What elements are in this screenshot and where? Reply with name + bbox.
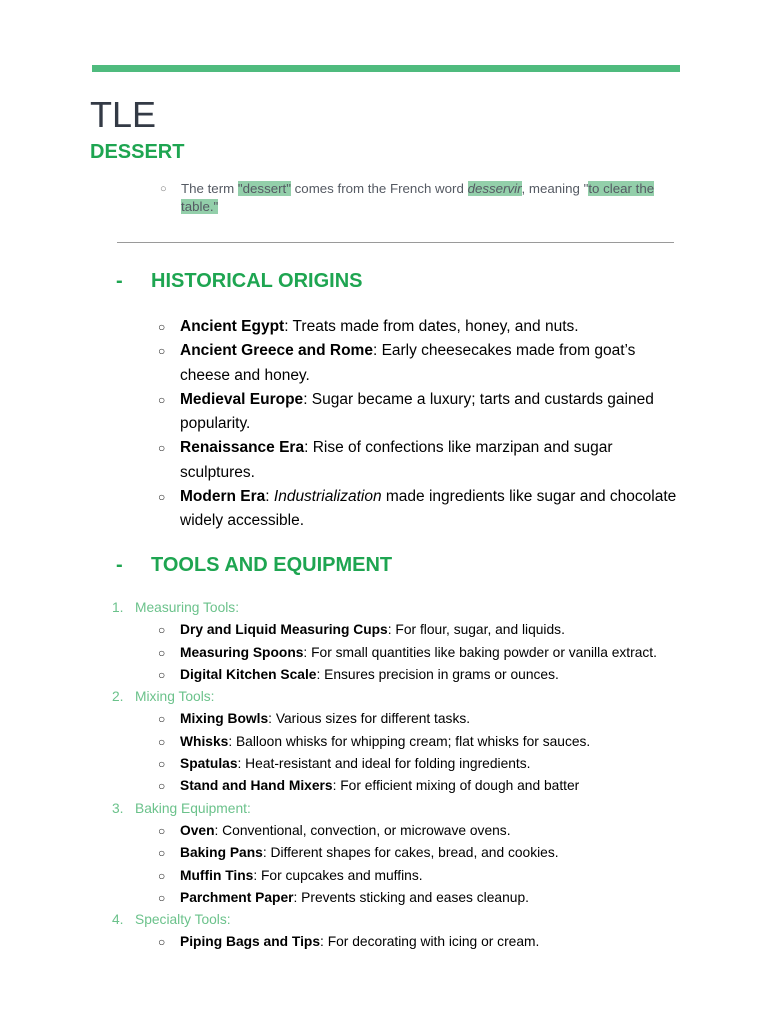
bullet-circle-icon: ○	[158, 392, 166, 407]
tool-item	[112, 642, 672, 664]
category-name: Specialty Tools	[135, 912, 227, 928]
tool-item	[112, 708, 672, 730]
item-text: : Sugar became a luxury; tarts and custards gained popularity.	[180, 390, 654, 433]
historical-origins-list	[158, 315, 678, 534]
tool-item	[112, 619, 672, 641]
item-label: Medieval Europe	[180, 390, 304, 408]
bullet-circle-icon: ○	[158, 734, 166, 749]
page-title: TLE	[90, 94, 157, 135]
item-text: : Early cheesecakes made from goat’s cheese and honey.	[180, 342, 636, 384]
tool-text: : Prevents sticking and eases cleanup.	[293, 889, 529, 905]
highlight-term: "dessert"	[237, 181, 291, 196]
bullet-circle-icon: ○	[158, 667, 166, 682]
tool-text: : Conventional, convection, or microwave ovens.	[214, 822, 511, 838]
tool-item	[112, 887, 672, 909]
item-label: Ancient Egypt	[180, 318, 285, 335]
tool-text: : For cupcakes and muffins.	[253, 867, 423, 883]
tool-text: : Balloon whisks for whipping cream; flat whisks for sauces.	[228, 733, 591, 749]
item-label: Modern Era	[180, 488, 266, 506]
tool-label: Stand and Hand Mixers	[180, 778, 333, 794]
bullet-circle-icon: ○	[158, 320, 166, 334]
category-number: 2.	[112, 689, 124, 705]
tool-text: : For flour, sugar, and liquids.	[387, 622, 565, 638]
tool-text: : For small quantities like baking powder or vanilla extract.	[303, 644, 657, 660]
list-item	[158, 436, 678, 485]
bullet-circle-icon: ○	[158, 779, 166, 794]
tool-item	[112, 731, 672, 753]
category-number: 1.	[112, 600, 124, 615]
bullet-circle-icon: ○	[158, 712, 166, 727]
horizontal-rule	[117, 242, 674, 243]
category-name: Measuring Tools	[135, 600, 236, 615]
list-item	[158, 315, 678, 339]
tool-item	[112, 865, 672, 887]
bullet-circle-icon: ○	[158, 846, 166, 861]
bullet-circle-icon: ○	[158, 441, 166, 456]
bullet-circle-icon: ○	[158, 757, 166, 772]
tool-label: Parchment Paper	[180, 889, 294, 905]
bullet-circle-icon: ○	[158, 868, 166, 883]
item-label: Renaissance Era	[180, 439, 305, 457]
top-accent-bar	[92, 65, 680, 72]
category-item: 2. Mixing Tools:	[112, 686, 672, 708]
bullet-circle-icon: ○	[160, 183, 167, 195]
tools-equipment-list	[112, 597, 672, 954]
list-item	[158, 339, 678, 388]
category-item: 1. Measuring Tools:	[112, 597, 672, 619]
tool-label: Mixing Bowls	[180, 711, 269, 727]
tool-item	[112, 664, 672, 686]
list-item: ○ Modern Era: Industrialization made ingredients like sugar and chocolate widely accessible.	[158, 485, 678, 534]
item-emphasis: Industrialization	[273, 488, 382, 506]
bullet-circle-icon: ○	[158, 935, 166, 950]
tool-item	[112, 775, 672, 797]
item-text: : Rise of confections like marzipan and sugar sculptures.	[180, 439, 613, 481]
tool-label: Baking Pans	[180, 845, 263, 861]
tool-item	[112, 931, 672, 953]
highlight-meaning: to clear the table."	[181, 181, 655, 214]
tool-label: Digital Kitchen Scale	[180, 666, 317, 682]
tool-text: : For decorating with icing or cream.	[320, 934, 540, 950]
tool-text: : Heat-resistant and ideal for folding ingredients.	[237, 756, 531, 772]
tool-label: Oven	[180, 822, 215, 838]
tool-label: Measuring Spoons	[180, 644, 304, 660]
tool-text: : Various sizes for different tasks.	[268, 711, 471, 727]
tool-label: Dry and Liquid Measuring Cups	[180, 622, 388, 638]
tool-label: Spatulas	[180, 756, 238, 772]
bullet-circle-icon: ○	[158, 890, 166, 905]
bullet-circle-icon: ○	[158, 344, 166, 359]
category-name: Mixing Tools	[135, 689, 211, 705]
bullet-circle-icon: ○	[158, 623, 166, 638]
item-text: : Treats made from dates, honey, and nuts.	[284, 318, 579, 335]
bullet-circle-icon: ○	[158, 823, 166, 838]
page-subtitle: DESSERT	[90, 141, 185, 163]
bullet-circle-icon: ○	[158, 645, 166, 660]
category-item: 4. Specialty Tools:	[112, 909, 672, 931]
tool-label: Piping Bags and Tips	[180, 934, 321, 950]
tool-item	[112, 820, 672, 842]
category-number: 3.	[112, 800, 124, 816]
tool-label: Muffin Tins	[180, 867, 254, 883]
intro-text: The term "dessert" comes from the French word desservir, meaning "to clear the table."	[181, 181, 655, 214]
highlight-word: desservir	[467, 181, 522, 196]
item-label: Ancient Greece and Rome	[180, 342, 373, 360]
category-number: 4.	[112, 912, 124, 928]
tool-text: : Different shapes for cakes, bread, and cookies.	[262, 845, 559, 861]
tool-item	[112, 842, 672, 864]
tool-label: Whisks	[180, 733, 229, 749]
tool-text: : Ensures precision in grams or ounces.	[316, 666, 559, 682]
bullet-circle-icon: ○	[158, 490, 166, 505]
tool-text: : For efficient mixing of dough and batter	[332, 778, 580, 794]
category-name: Baking Equipment	[135, 800, 247, 816]
item-text: made ingredients like sugar and chocolate widely accessible.	[180, 488, 677, 530]
category-item: 3. Baking Equipment:	[112, 798, 672, 820]
tool-item	[112, 753, 672, 775]
list-item	[158, 388, 678, 437]
